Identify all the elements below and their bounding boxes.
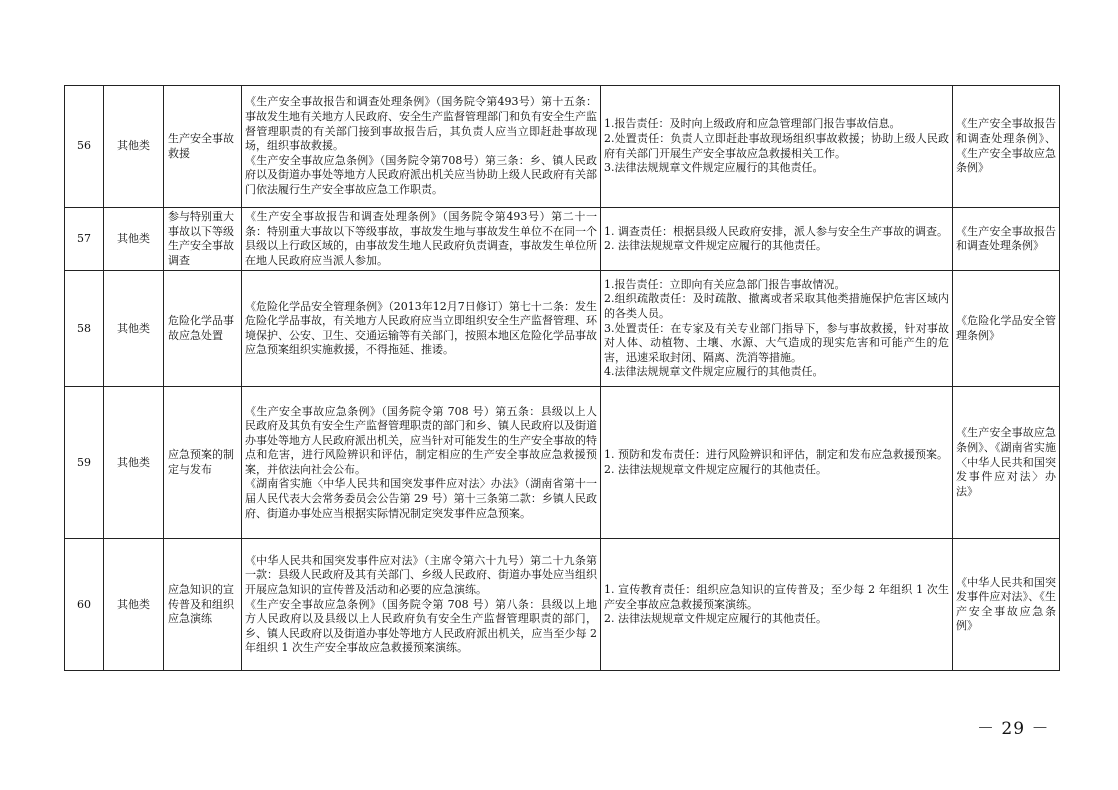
row-category: 其他类 [104, 539, 164, 671]
legal-basis-paragraph: 《中华人民共和国突发事件应对法》（主席令第六十九号）第二十九条第一款：县级人民政府及其有关部门、乡级人民政府、街道办事处应当组织开展应急知识的宣传普及活动和必要的应急演练。 [245, 553, 597, 596]
row-legal-basis [242, 271, 601, 387]
row-item-name: 生产安全事故救援 [164, 86, 242, 208]
row-item-name: 危险化学品事故应急处置 [164, 271, 242, 387]
table-row [65, 539, 1060, 671]
legal-basis-paragraph: 《危险化学品安全管理条例》（2013年12月7日修订）第七十二条：发生危险化学品事故，有关地方人民政府应当立即组织安全生产监督管理、环境保护、公安、卫生、交通运输等有关部门，按照本地区危险化学品事故应急预案组织实施救援，不得拖延、推诿。 [245, 299, 597, 357]
responsibility-item: 2. 法律法规规章文件规定应履行的其他责任。 [604, 462, 827, 476]
legal-basis-paragraph: 《生产安全事故报告和调查处理条例》（国务院令第493号）第二十一条：特别重大事故以下等级事故，事故发生地与事故发生单位不在同一个县级以上行政区域的，由事故发生地人民政府负责调查，事故发生单位所在地人民政府应当派人参加。 [245, 210, 597, 267]
row-legal-basis [242, 539, 601, 671]
responsibility-item: 2.组织疏散责任：及时疏散、撤离或者采取其他类措施保护危害区域内的各类人员。 [604, 292, 949, 320]
row-responsibilities [601, 539, 953, 671]
table-row [65, 86, 1060, 208]
row-reference: 《中华人民共和国突发事件应对法》、《生产安全事故应急条例》 [953, 539, 1060, 671]
responsibility-item: 3.处置责任：在专家及有关专业部门指导下，参与事故救援，针对事故对人体、动植物、土壤、水源、大气造成的现实危害和可能产生的危害，迅速采取封闭、隔离、洗消等措施。 [604, 321, 949, 364]
table-row [65, 208, 1060, 271]
page-number: － 29 － [977, 719, 1050, 739]
table-body [65, 86, 1060, 671]
row-category: 其他类 [104, 387, 164, 539]
responsibility-item: 4.法律法规规章文件规定应履行的其他责任。 [604, 365, 824, 379]
row-reference: 《危险化学品安全管理条例》 [953, 271, 1060, 387]
responsibility-item: 1. 宣传教育责任：组织应急知识的宣传普及；至少每 2 年组织 1 次生产安全事故应急救援预案演练。 [604, 582, 949, 611]
responsibility-item: 2.处置责任：负责人立即赶赴事故现场组织事故救援；协助上级人民政府有关部门开展生产安全事故应急救援相关工作。 [604, 131, 949, 160]
row-legal-basis [242, 208, 601, 271]
row-legal-basis [242, 387, 601, 539]
row-item-name: 参与特别重大事故以下等级生产安全事故调查 [164, 208, 242, 271]
row-category: 其他类 [104, 208, 164, 271]
row-responsibilities [601, 208, 953, 271]
row-category: 其他类 [104, 86, 164, 208]
legal-basis-paragraph: 《生产安全事故应急条例》（国务院令第708号）第三条：乡、镇人民政府以及街道办事处等地方人民政府派出机关应当协助上级人民政府有关部门依法履行生产安全事故应急工作职责。 [245, 153, 597, 196]
row-reference: 《生产安全事故报告和调查处理条例》 [953, 208, 1060, 271]
responsibility-item: 1.报告责任：及时向上级政府和应急管理部门报告事故信息。 [604, 117, 901, 131]
row-legal-basis [242, 86, 601, 208]
row-number: 59 [65, 387, 104, 539]
row-number: 56 [65, 86, 104, 208]
row-number: 58 [65, 271, 104, 387]
row-reference: 《生产安全事故报告和调查处理条例》、《生产安全事故应急条例》 [953, 86, 1060, 208]
responsibility-item: 3.法律法规规章文件规定应履行的其他责任。 [604, 161, 824, 175]
table-row [65, 271, 1060, 387]
row-item-name: 应急知识的宣传普及和组织应急演练 [164, 539, 242, 671]
row-number: 57 [65, 208, 104, 271]
responsibility-item: 2. 法律法规规章文件规定应履行的其他责任。 [604, 239, 827, 253]
legal-basis-paragraph: 《生产安全事故应急条例》（国务院令第 708 号）第五条：县级以上人民政府及其负有安全生产监督管理职责的部门和乡、镇人民政府以及街道办事处等地方人民政府派出机关，应当针对可能发生的生产安全事故的特点和危害，进行风险辨识和评估，制定相应的生产安全事故应急救援预案，并依法向社会公布。 [245, 404, 597, 476]
row-number: 60 [65, 539, 104, 671]
row-category: 其他类 [104, 271, 164, 387]
responsibility-item: 1. 调查责任：根据县级人民政府安排，派人参与安全生产事故的调查。 [604, 224, 948, 238]
legal-basis-paragraph: 《湖南省实施〈中华人民共和国突发事件应对法〉办法》（湖南省第十一届人民代表大会常务委员会公告第 29 号）第十三条第二款：乡镇人民政府、街道办事处应当根据实际情况制定突发事件应急预案。 [245, 477, 597, 520]
responsibility-item: 2. 法律法规规章文件规定应履行的其他责任。 [604, 612, 827, 626]
row-item-name: 应急预案的制定与发布 [164, 387, 242, 539]
row-reference: 《生产安全事故应急条例》、《湖南省实施〈中华人民共和国突发事件应对法〉办法》 [953, 387, 1060, 539]
table-row [65, 387, 1060, 539]
row-responsibilities [601, 271, 953, 387]
responsibility-table [64, 85, 1060, 671]
legal-basis-paragraph: 《生产安全事故应急条例》（国务院令第 708 号）第八条：县级以上地方人民政府以及县级以上人民政府负有安全生产监督管理职责的部门，乡、镇人民政府以及街道办事处等地方人民政府派出机关，应当至少每 2 年组织 1 次生产安全事故应急救援预案演练。 [245, 597, 597, 655]
responsibility-item: 1. 预防和发布责任：进行风险辨识和评估，制定和发布应急救援预案。 [604, 448, 948, 462]
row-responsibilities [601, 86, 953, 208]
responsibility-item: 1.报告责任：立即向有关应急部门报告事故情况。 [604, 277, 846, 291]
row-responsibilities [601, 387, 953, 539]
legal-basis-paragraph: 《生产安全事故报告和调查处理条例》（国务院令第493号）第十五条：事故发生地有关地方人民政府、安全生产监督管理部门和负有安全生产监督管理职责的有关部门接到事故报告后，其负责人应当立即赶赴事故现场，组织事故救援。 [245, 95, 597, 153]
